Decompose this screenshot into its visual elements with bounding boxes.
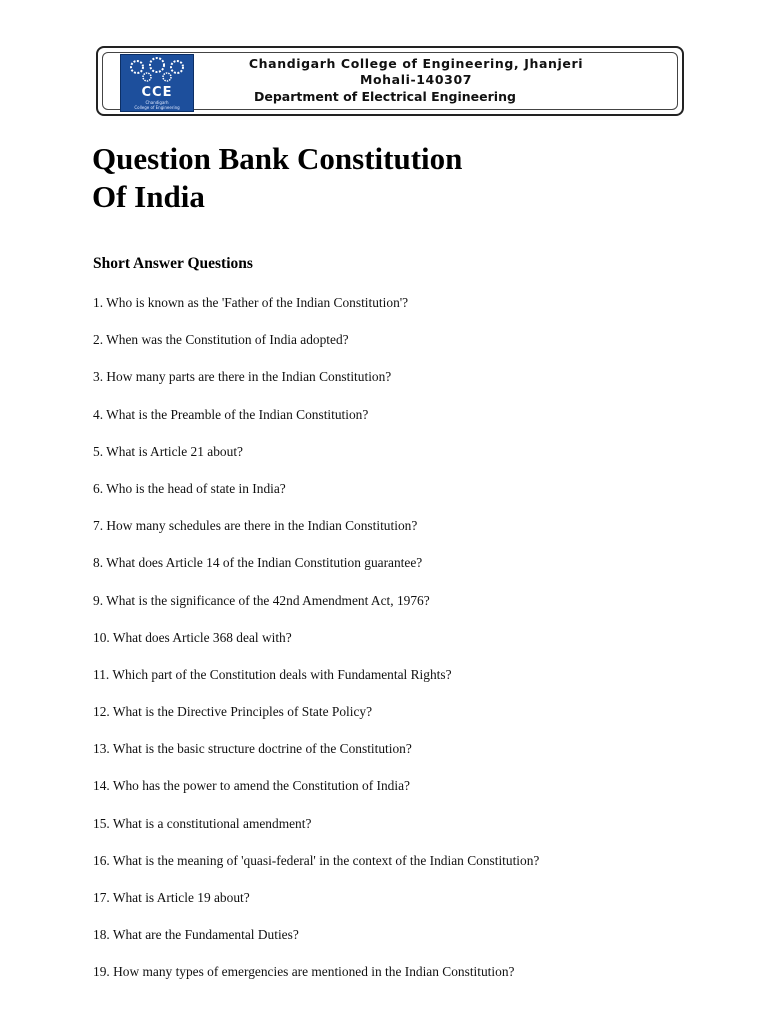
question-item: 14. Who has the power to amend the Constitution of India? <box>93 778 410 794</box>
question-item: 8. What does Article 14 of the Indian Constitution guarantee? <box>93 555 423 571</box>
logo-subtext-line2: College of Engineering <box>134 105 180 110</box>
question-item: 12. What is the Directive Principles of State Policy? <box>93 704 373 720</box>
question-item: 18. What are the Fundamental Duties? <box>93 927 299 943</box>
question-item: 16. What is the meaning of 'quasi-federal' in the context of the Indian Constitution? <box>93 852 540 868</box>
question-list <box>93 294 539 1001</box>
department-name: Department of Electrical Engineering <box>254 89 516 104</box>
letterhead-banner <box>96 46 684 116</box>
college-logo <box>120 54 194 112</box>
question-item: 5. What is Article 21 about? <box>93 443 243 459</box>
question-item: 4. What is the Preamble of the Indian Constitution? <box>93 406 369 422</box>
institution-name: Chandigarh College of Engineering, Jhanjeri <box>248 56 584 71</box>
institution-details <box>206 56 626 105</box>
question-item: 10. What does Article 368 deal with? <box>93 629 292 645</box>
document-title-line1: Question Bank Constitution <box>92 141 463 176</box>
question-item: 6. Who is the head of state in India? <box>93 480 286 496</box>
question-item: 1. Who is known as the 'Father of the Indian Constitution'? <box>93 295 409 310</box>
institution-address: Mohali-140307 <box>359 72 473 87</box>
question-item: 15. What is a constitutional amendment? <box>93 815 312 831</box>
question-item: 11. Which part of the Constitution deals with Fundamental Rights? <box>93 666 452 682</box>
question-item: 19. How many types of emergencies are mentioned in the Indian Constitution? <box>93 964 515 980</box>
logo-subtext-line1: Chandigarh <box>145 100 169 105</box>
question-item: 3. How many parts are there in the Indian Constitution? <box>93 369 392 385</box>
gear-emblem-icon <box>121 55 193 85</box>
logo-abbreviation: CCE <box>141 85 173 100</box>
question-item: 7. How many schedules are there in the Indian Constitution? <box>93 518 418 534</box>
question-item: 13. What is the basic structure doctrine of the Constitution? <box>93 741 412 757</box>
document-title-line2: Of India <box>92 179 205 214</box>
section-heading: Short Answer Questions <box>93 255 253 272</box>
document-title <box>92 140 652 216</box>
question-item: 17. What is Article 19 about? <box>93 890 250 905</box>
question-item: 2. When was the Constitution of India adopted? <box>93 332 349 348</box>
question-item: 9. What is the significance of the 42nd Amendment Act, 1976? <box>93 592 430 608</box>
